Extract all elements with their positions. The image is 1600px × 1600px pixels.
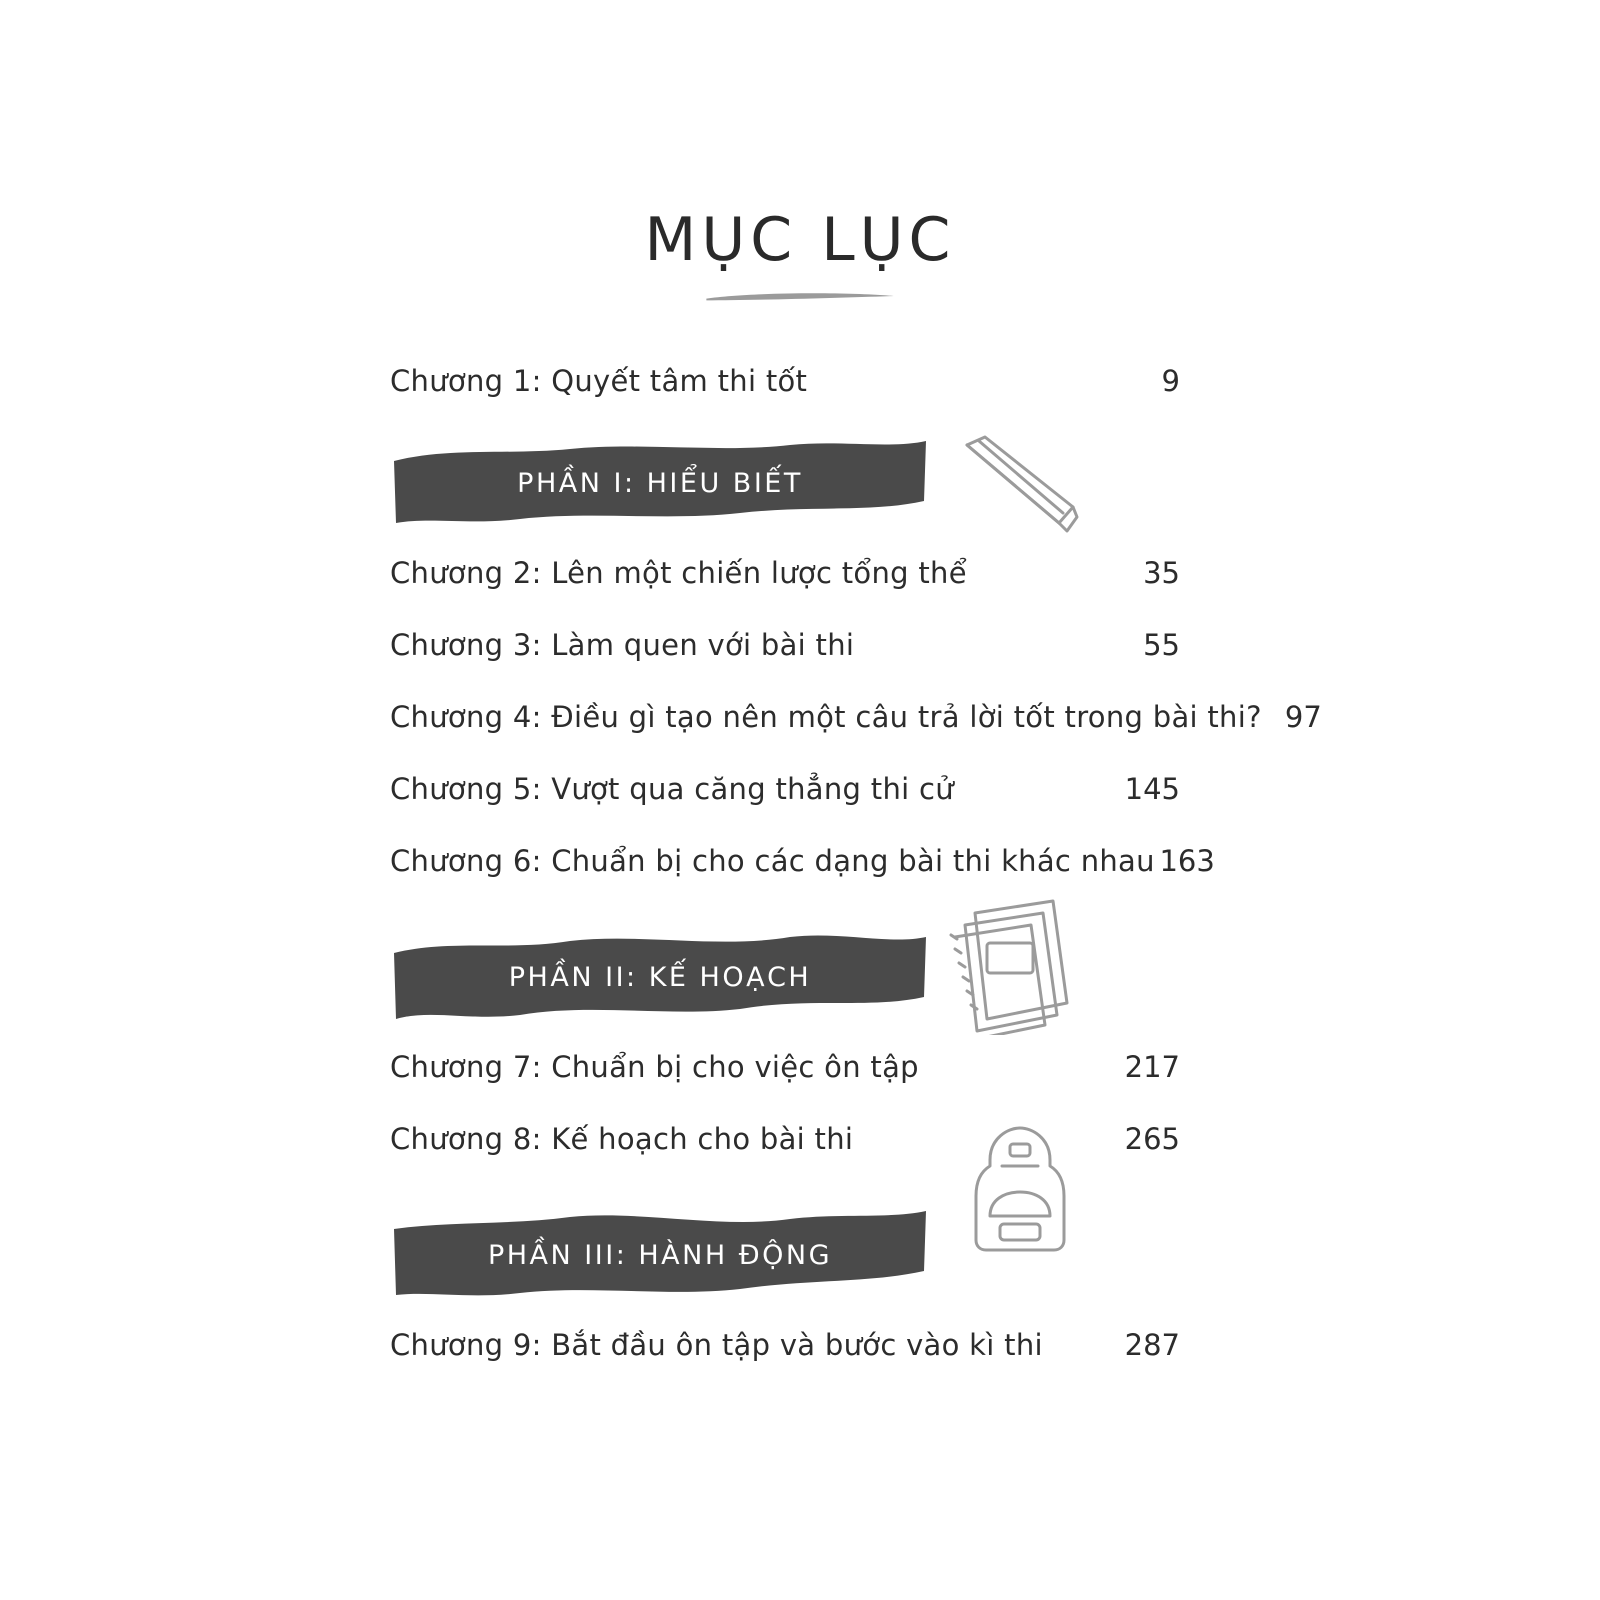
toc-section-banner-1: [390, 435, 930, 527]
brush-underline-icon: [690, 289, 910, 303]
toc-entry-label: Chương 6: Chuẩn bị cho các dạng bài thi khác nhau: [390, 844, 1155, 878]
toc-entry-label: Chương 3: Làm quen với bài thi: [390, 628, 855, 662]
toc-entry-label: Chương 8: Kế hoạch cho bài thi: [390, 1122, 854, 1156]
spacer: [390, 897, 1180, 911]
toc-entry-chapter-5[interactable]: [390, 753, 1180, 825]
page-title: MỤC LỤC: [644, 205, 956, 275]
toc-section-label: PHẦN II: KẾ HOẠCH: [508, 961, 812, 993]
toc-entry-chapter-8[interactable]: [390, 1103, 1180, 1175]
toc-entry-chapter-9[interactable]: [390, 1309, 1180, 1381]
toc-section-banner-3: [390, 1207, 930, 1299]
toc-entry-page: 287: [1124, 1328, 1180, 1362]
toc-entry-page: 9: [1161, 364, 1180, 398]
toc-section-label: PHẦN III: HÀNH ĐỘNG: [487, 1239, 833, 1271]
toc-entry-label: Chương 9: Bắt đầu ôn tập và bước vào kì thi: [390, 1328, 1043, 1362]
toc-entry-chapter-2[interactable]: [390, 537, 1180, 609]
toc-entry-page: 97: [1284, 700, 1322, 734]
spacer: [390, 1175, 1180, 1189]
toc-entry-page: 217: [1124, 1050, 1180, 1084]
toc-entry-label: Chương 7: Chuẩn bị cho việc ôn tập: [390, 1050, 919, 1084]
toc-entry-label: Chương 1: Quyết tâm thi tốt: [390, 364, 808, 398]
toc-entry-page: 35: [1143, 556, 1180, 590]
toc-entry-chapter-4[interactable]: [390, 681, 1322, 753]
toc-entry-page: 265: [1124, 1122, 1180, 1156]
toc-list: [390, 345, 1322, 1381]
toc-entry-label: Chương 2: Lên một chiến lược tổng thể: [390, 556, 967, 590]
page-title-block: [0, 205, 1600, 303]
toc-entry-chapter-1[interactable]: [390, 345, 1180, 417]
toc-entry-page: 145: [1124, 772, 1180, 806]
toc-entry-page: 163: [1159, 844, 1215, 878]
toc-entry-page: 55: [1143, 628, 1180, 662]
toc-entry-label: Chương 4: Điều gì tạo nên một câu trả lời tốt trong bài thi?: [390, 700, 1262, 734]
toc-entry-chapter-7[interactable]: [390, 1031, 1180, 1103]
toc-entry-label: Chương 5: Vượt qua căng thẳng thi cử: [390, 772, 954, 806]
toc-entry-chapter-6[interactable]: [390, 825, 1215, 897]
toc-section-label: PHẦN I: HIỂU BIẾT: [517, 467, 803, 499]
toc-entry-chapter-3[interactable]: [390, 609, 1180, 681]
toc-section-banner-2: [390, 929, 930, 1021]
